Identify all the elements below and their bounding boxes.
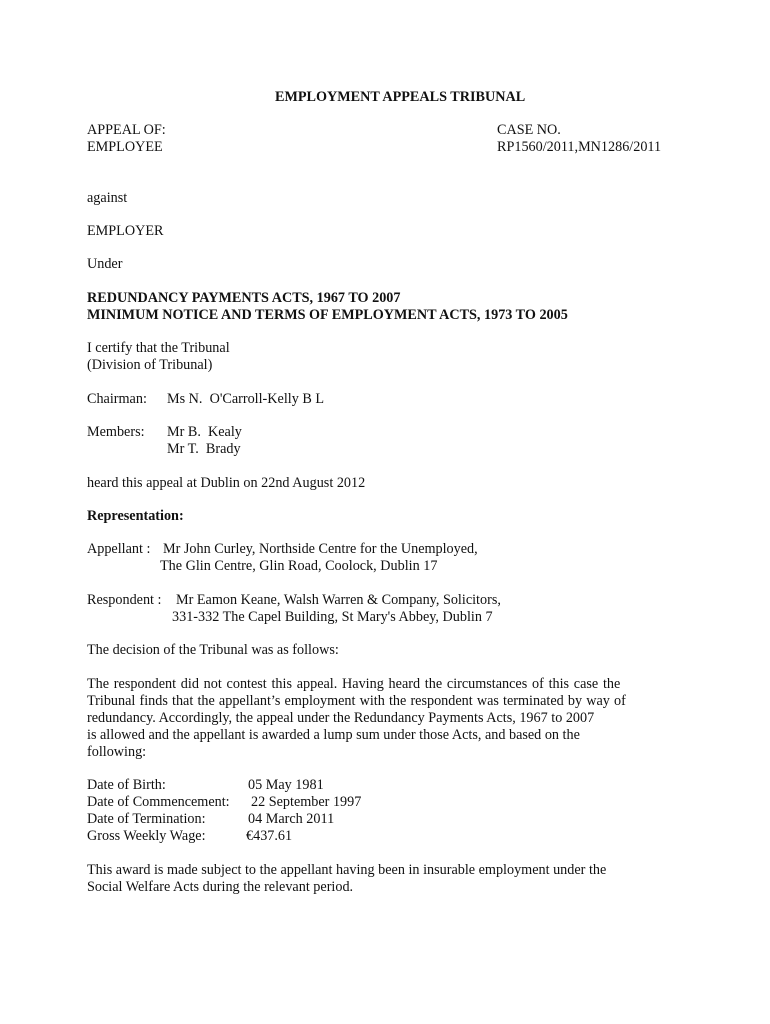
- appeal-of-label: APPEAL OF:: [87, 122, 166, 138]
- chairman-name: Ms N. O'Carroll-Kelly B L: [167, 391, 325, 407]
- respondent-rep-line: Mr Eamon Keane, Walsh Warren & Company, Solicitors,: [176, 592, 501, 608]
- detail-value-wage: €437.61: [246, 828, 293, 844]
- appeal-of-value: EMPLOYEE: [87, 139, 163, 155]
- respondent-party: EMPLOYER: [87, 223, 164, 239]
- division-line: (Division of Tribunal): [87, 357, 213, 373]
- award-paragraph-line: Social Welfare Acts during the relevant period.: [87, 879, 354, 895]
- detail-label-birth: Date of Birth:: [87, 777, 166, 793]
- case-no-value: RP1560/2011,MN1286/2011: [497, 139, 662, 155]
- act-title-minimum-notice: MINIMUM NOTICE AND TERMS OF EMPLOYMENT ACTS, 1973 TO 2005: [87, 307, 568, 323]
- respondent-label: Respondent :: [87, 592, 162, 608]
- document-title: EMPLOYMENT APPEALS TRIBUNAL: [275, 89, 526, 105]
- chairman-label: Chairman:: [87, 391, 147, 407]
- case-no-label: CASE NO.: [497, 122, 561, 138]
- decision-paragraph-line: Tribunal finds that the appellant’s employment with the respondent was terminated by way of: [87, 693, 626, 709]
- decision-paragraph-line: redundancy. Accordingly, the appeal under the Redundancy Payments Acts, 1967 to 2007: [87, 710, 595, 726]
- detail-label-termination: Date of Termination:: [87, 811, 206, 827]
- act-title-redundancy: REDUNDANCY PAYMENTS ACTS, 1967 TO 2007: [87, 290, 401, 306]
- member-name: Mr T. Brady: [167, 441, 241, 457]
- appellant-rep-line: Mr John Curley, Northside Centre for the Unemployed,: [163, 541, 478, 557]
- detail-value-birth: 05 May 1981: [248, 777, 324, 793]
- respondent-rep-address: 331-332 The Capel Building, St Mary's Abbey, Dublin 7: [172, 609, 493, 625]
- heard-line: heard this appeal at Dublin on 22nd August 2012: [87, 475, 366, 491]
- members-label: Members:: [87, 424, 145, 440]
- decision-paragraph-line: is allowed and the appellant is awarded a lump sum under those Acts, and based on the: [87, 727, 580, 743]
- member-name: Mr B. Kealy: [167, 424, 242, 440]
- certify-line: I certify that the Tribunal: [87, 340, 230, 356]
- representation-heading: Representation:: [87, 508, 184, 524]
- detail-label-wage: Gross Weekly Wage:: [87, 828, 206, 844]
- detail-value-commencement: 22 September 1997: [251, 794, 362, 810]
- detail-label-commencement: Date of Commencement:: [87, 794, 230, 810]
- under-text: Under: [87, 256, 123, 272]
- appellant-label: Appellant :: [87, 541, 151, 557]
- award-paragraph-line: This award is made subject to the appellant having been in insurable employment under the: [87, 862, 607, 878]
- against-text: against: [87, 190, 128, 206]
- decision-paragraph-line: following:: [87, 744, 147, 760]
- appellant-rep-address: The Glin Centre, Glin Road, Coolock, Dublin 17: [160, 558, 438, 574]
- detail-value-termination: 04 March 2011: [248, 811, 335, 827]
- decision-intro: The decision of the Tribunal was as follows:: [87, 642, 339, 658]
- decision-paragraph-line: The respondent did not contest this appeal. Having heard the circumstances of this case the: [87, 676, 621, 692]
